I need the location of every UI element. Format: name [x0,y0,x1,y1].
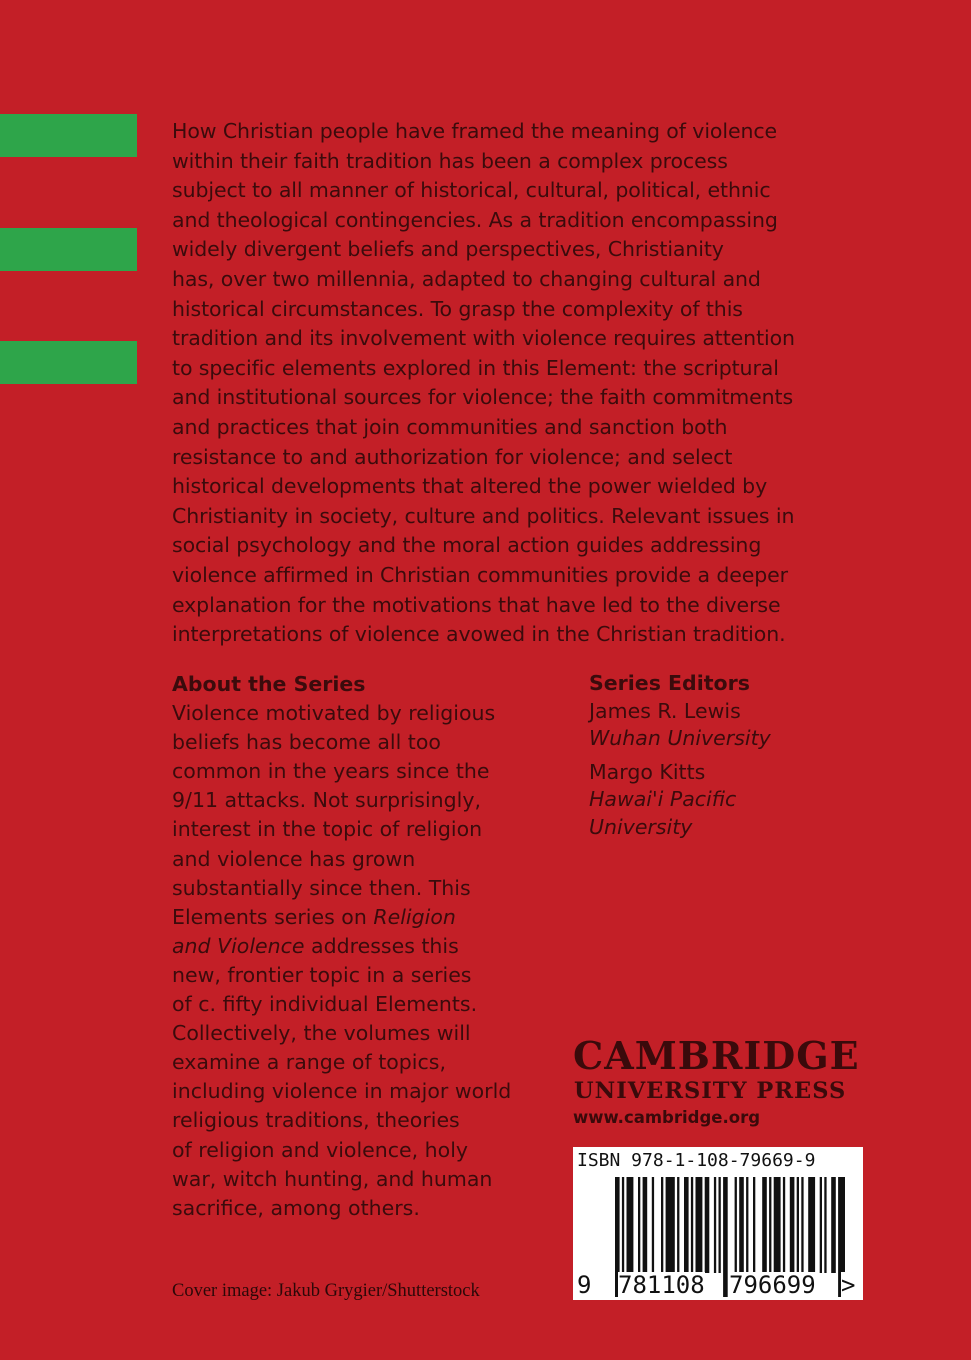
about-line: beliefs has become all too [172,730,441,755]
barcode-bar [627,1177,634,1273]
blurb-line: and institutional sources for violence; the faith commitments [172,385,794,410]
about-line: of c. fifty individual Elements. [172,992,478,1017]
blurb-line: tradition and its involvement with violence requires attention [172,326,795,351]
barcode-bar [762,1177,767,1273]
book-blurb [172,117,872,650]
blurb-line: and theological contingencies. As a tradition encompassing [172,207,778,232]
about-line: Violence motivated by religious [172,701,496,726]
blurb-line: within their faith tradition has been a complex process [172,148,728,173]
editor-affiliation: University [589,814,693,839]
editor-affiliation: Wuhan University [589,726,771,750]
barcode-bar [831,1177,836,1273]
barcode-bar [677,1177,679,1273]
about-line: substantially since then. This [172,875,471,900]
barcode-bar [696,1177,703,1273]
blurb-line: historical developments that altered the power wielded by [172,474,768,499]
blurb-line: How Christian people have framed the meaning of violence [172,119,778,143]
about-line: new, frontier topic in a series [172,962,472,987]
barcode-bar [684,1177,689,1273]
about-the-series [172,670,552,1223]
barcode-bar [643,1177,648,1273]
barcode-bar [705,1177,710,1273]
publisher-url: www.cambridge.org [573,1108,761,1127]
barcode-bar [783,1177,785,1273]
blurb-line: Christianity in society, culture and politics. Relevant issues in [172,503,795,528]
isbn-label: ISBN 978-1-108-79669-9 [577,1150,816,1171]
barcode-bar [808,1177,815,1273]
barcode-bar [753,1177,755,1273]
barcode-bar [820,1177,822,1273]
green-accent-bar [0,341,137,384]
blurb-line: interpretations of violence avowed in the Christian tradition. [172,622,786,647]
cover-image-credit: Cover image: Jakub Grygier/Shutterstock [172,1281,480,1301]
blurb-line: resistance to and authorization for violence; and select [172,444,733,469]
about-line: Elements series on Religion [172,904,456,929]
about-line: 9/11 attacks. Not surprisingly, [172,788,482,813]
about-line: and violence has grown [172,846,416,871]
barcode-bar [691,1177,693,1273]
editors-heading: Series Editors [589,671,750,695]
series-editors [589,670,889,841]
blurb-line: explanation for the motivations that have led to the diverse [172,592,781,617]
barcode-bar [801,1177,803,1273]
about-line: and Violence addresses this [172,933,459,958]
green-accent-bar [0,114,137,157]
barcode-bar [622,1177,624,1273]
about-heading: About the Series [172,672,366,696]
blurb-line: social psychology and the moral action guides addressing [172,533,762,558]
publisher-logo: CAMBRIDGE UNIVERSITY PRESS www.cambridge.org [573,1035,860,1131]
barcode-bar [652,1177,654,1273]
blurb-line: and practices that join communities and sanction both [172,414,728,439]
barcode-bar [666,1177,675,1273]
blurb-line: subject to all manner of historical, cultural, political, ethnic [172,178,771,203]
about-line: war, witch hunting, and human [172,1166,493,1191]
isbn-barcode: ISBN 978-1-108-79669-9 9 781108 796699 > [573,1147,863,1300]
about-line: sacrifice, among others. [172,1195,420,1220]
about-line: interest in the topic of religion [172,817,483,842]
barcode-bar [714,1177,716,1273]
about-line: common in the years since the [172,759,490,784]
barcode-bar [735,1177,737,1273]
about-line: including violence in major world [172,1079,512,1104]
barcode-bar [824,1177,826,1273]
about-line: religious traditions, theories [172,1108,460,1133]
editor-name: James R. Lewis [589,698,741,723]
barcode-bar [719,1177,721,1273]
blurb-line: violence affirmed in Christian communities provide a deeper [172,562,789,587]
editor-affiliation: Hawai'i Pacific [589,787,737,811]
blurb-line: to specific elements explored in this Element: the scriptural [172,355,779,380]
barcode-bar [797,1177,799,1273]
barcode-bar [723,1177,728,1297]
green-accent-bar [0,228,137,271]
about-line: examine a range of topics, [172,1050,446,1075]
about-line: of religion and violence, holy [172,1137,469,1162]
barcode-bar [739,1177,744,1273]
barcode-bar [769,1177,771,1273]
barcode-bar [661,1177,663,1273]
barcode-bar [774,1177,781,1273]
about-line: Collectively, the volumes will [172,1021,471,1046]
blurb-line: historical circumstances. To grasp the complexity of this [172,296,743,321]
barcode-bar [638,1177,640,1273]
barcode-bar [746,1177,748,1273]
blurb-line: has, over two millennia, adapted to changing cultural and [172,266,761,291]
editor-name: Margo Kitts [589,759,706,784]
blurb-line: widely divergent beliefs and perspectives, Christianity [172,237,724,262]
barcode-bar [790,1177,795,1273]
